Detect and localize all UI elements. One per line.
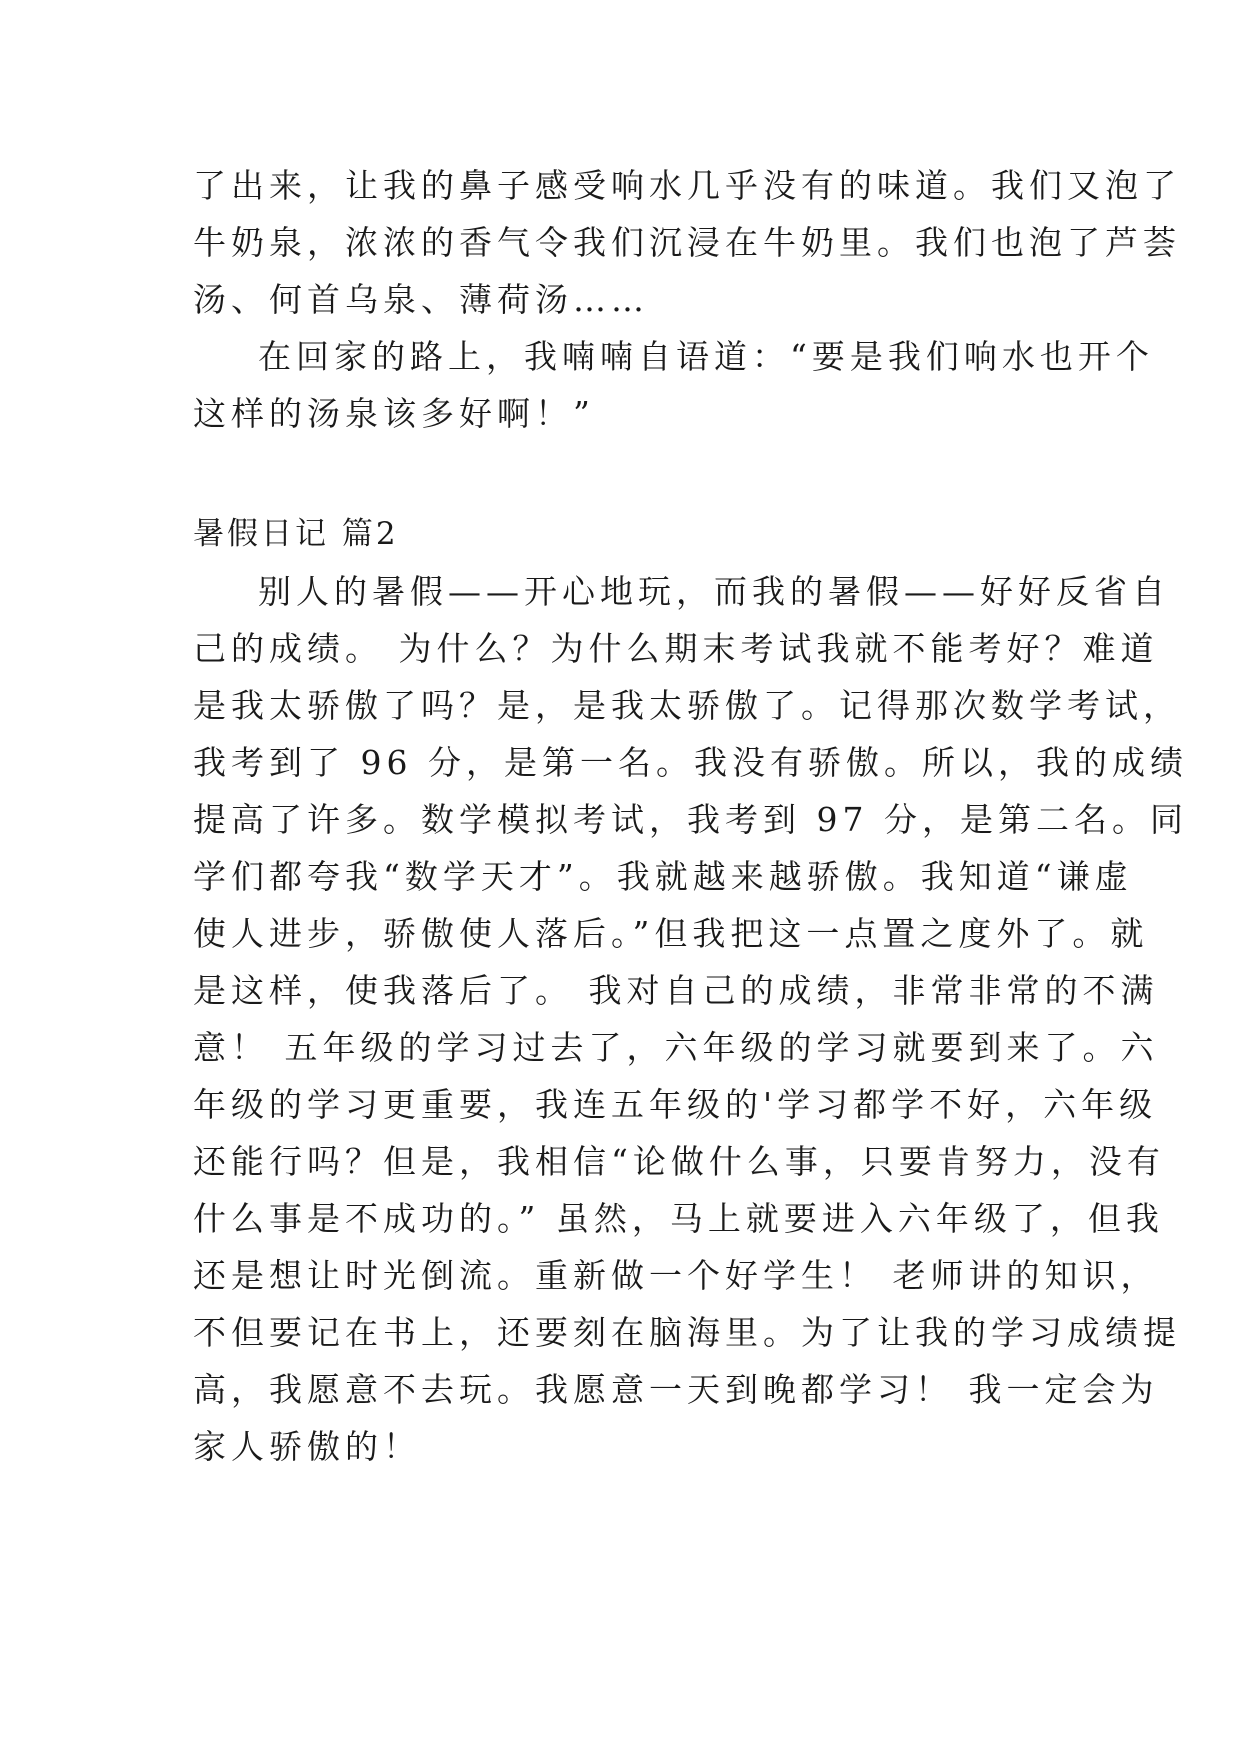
paragraph-line: 别人的暑假——开心地玩，而我的暑假——好好反省自 (258, 572, 1170, 611)
paragraph-line: 提高了许多。数学模拟考试，我考到 97 分，是第二名。同 (193, 800, 1188, 839)
paragraph-line: 牛奶泉，浓浓的香气令我们沉浸在牛奶里。我们也泡了芦荟 (193, 223, 1181, 262)
paragraph-line: 家人骄傲的！ (193, 1427, 421, 1466)
paragraph-line: 什么事是不成功的。” 虽然，马上就要进入六年级了，但我 (193, 1199, 1164, 1238)
paragraph-line: 了出来，让我的鼻子感受响水几乎没有的味道。我们又泡了 (193, 166, 1181, 205)
paragraph-line: 这样的汤泉该多好啊！” (193, 394, 595, 433)
paragraph-line: 是我太骄傲了吗？是，是我太骄傲了。记得那次数学考试， (193, 686, 1181, 725)
paragraph-line: 高，我愿意不去玩。我愿意一天到晚都学习！ 我一定会为 (193, 1370, 1159, 1409)
paragraph-line: 还能行吗？但是，我相信“论做什么事，只要肯努力，没有 (193, 1142, 1165, 1181)
paragraph-line: 学们都夸我“数学天才”。我就越来越骄傲。我知道“谦虚 (193, 857, 1133, 896)
paragraph-line: 年级的学习更重要，我连五年级的'学习都学不好，六年级 (193, 1085, 1158, 1124)
paragraph-line: 使人进步，骄傲使人落后。”但我把这一点置之度外了。就 (193, 914, 1149, 953)
paragraph-line: 汤、何首乌泉、薄荷汤…… (193, 280, 649, 319)
paragraph-line: 是这样，使我落后了。 我对自己的成绩，非常非常的不满 (193, 971, 1159, 1010)
paragraph-line: 我考到了 96 分，是第一名。我没有骄傲。所以，我的成绩 (193, 743, 1188, 782)
paragraph-line: 还是想让时光倒流。重新做一个好学生！ 老师讲的知识， (193, 1256, 1159, 1295)
paragraph-line: 在回家的路上，我喃喃自语道：“要是我们响水也开个 (258, 337, 1154, 376)
paragraph-line: 己的成绩。 为什么？为什么期末考试我就不能考好？难道 (193, 629, 1159, 668)
paragraph-line: 意！ 五年级的学习过去了，六年级的学习就要到来了。六 (193, 1028, 1159, 1067)
section-title: 暑假日记 篇2 (193, 516, 399, 552)
paragraph-line: 不但要记在书上，还要刻在脑海里。为了让我的学习成绩提 (193, 1313, 1181, 1352)
